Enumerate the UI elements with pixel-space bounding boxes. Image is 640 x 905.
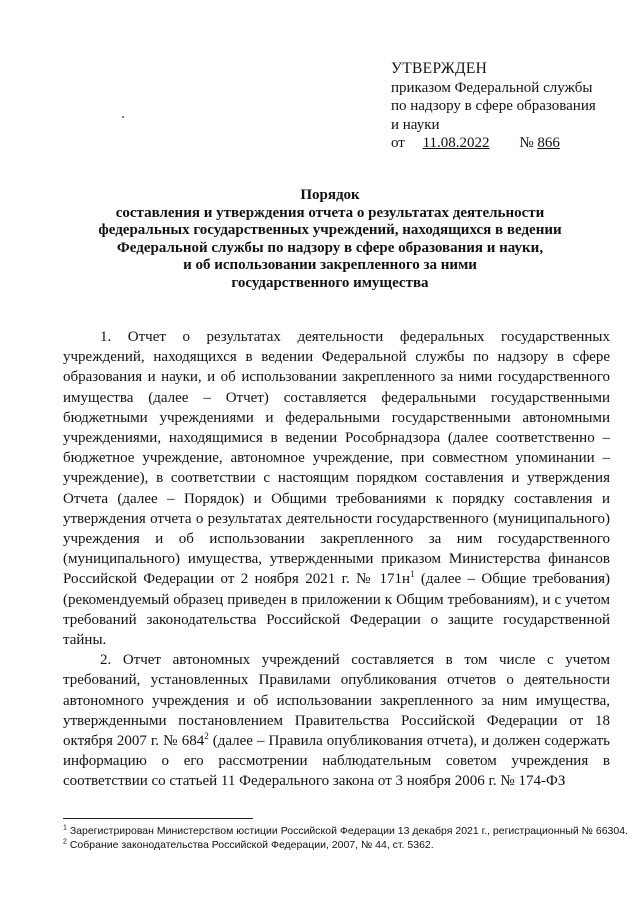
title-line-1: Порядок	[300, 187, 360, 203]
approval-number: 866	[537, 135, 560, 151]
title-line-4: Федеральной службы по надзору в сфере образования и науки,	[116, 239, 544, 256]
document-body	[63, 327, 610, 792]
scan-speck	[122, 116, 124, 118]
approval-line-3: и науки	[391, 116, 440, 133]
title-line-3: федеральных государственных учреждений, находящихся в ведении	[98, 222, 562, 238]
approval-line-1: приказом Федеральной службы	[391, 79, 593, 96]
footnote-ref-1: 1	[410, 569, 415, 580]
approval-date-line	[391, 134, 621, 153]
footnote-2	[63, 838, 623, 852]
footnote-1-mark: 1	[63, 824, 67, 832]
title-line-5: и об использовании закрепленного за ними	[183, 257, 477, 273]
paragraph-1-text-cont: (далее – Общие требования) (рекомендуемый образец приведен в приложении к Общим требованиям), и с учетом требований законодательства Российской Федерации о защите государственной тайны.	[63, 571, 611, 649]
paragraph-1	[63, 327, 610, 650]
approval-heading: УТВЕРЖДЕН	[391, 60, 488, 77]
paragraph-2-text-cont: (далее – Правила опубликования отчета), и должен содержать информацию о его рассмотрении наблюдательным советом учреждения в соответствии со статьей 11 Федерального закона от 3 ноября 2006 г. № 174-ФЗ	[63, 733, 610, 790]
footnote-1	[63, 824, 628, 838]
footnote-ref-2: 2	[204, 731, 209, 742]
paragraph-2	[63, 650, 610, 791]
paragraph-1-text: 1. Отчет о результатах деятельности федеральных государственных учреждений, находящихся в ведении Федеральной службы по надзору в сфере образования и науки, и об использовании закрепленного за ними государственного имущества (далее – Отчет) составляется федеральными государственными бюджетными учреждениями и федеральными государственными автономными учреждениями, находящимися в ведении Рособрнадзора (далее соответственно – бюджетное учреждение, автономное учреждение, при совместном упоминании – учреждение), в соответствии с настоящим порядком составления и утверждения Отчета (далее – Порядок) и Общими требованиями к порядку составления и утверждения отчета о результатах деятельности государственного (муниципального) учреждения и об использовании закрепленного за ним государственного (муниципального) имущества, утвержденными приказом Министерства финансов Российской Федерации от 2 ноября 2021 г. № 171н	[63, 329, 610, 588]
paragraph-2-text: 2. Отчет автономных учреждений составляется в том числе с учетом требований, установленных Правилами опубликования отчетов о деятельности автономного учреждения и об использовании закрепленного за ним имущества, утвержденными постановлением Правительства Российской Федерации от 18 октября 2007 г. № 684	[63, 652, 610, 750]
title-line-6: государственного имущества	[231, 274, 429, 291]
approval-line-2: по надзору в сфере образования	[391, 98, 596, 114]
approval-date: 11.08.2022	[422, 135, 490, 151]
approval-stamp	[391, 60, 621, 153]
document-title	[80, 187, 580, 292]
footnote-divider	[63, 818, 253, 819]
footnote-2-mark: 2	[63, 838, 67, 846]
approval-number-sign: №	[519, 135, 534, 151]
approval-date-prefix: от	[391, 135, 405, 151]
footnote-2-text: Собрание законодательства Российской Федерации, 2007, № 44, ст. 5362.	[66, 839, 434, 851]
footnotes	[63, 824, 628, 852]
title-line-2: составления и утверждения отчета о результатах деятельности	[115, 204, 545, 221]
footnote-1-text: Зарегистрирован Министерством юстиции Российской Федерации 13 декабря 2021 г., регистрационный № 66304.	[66, 825, 628, 837]
